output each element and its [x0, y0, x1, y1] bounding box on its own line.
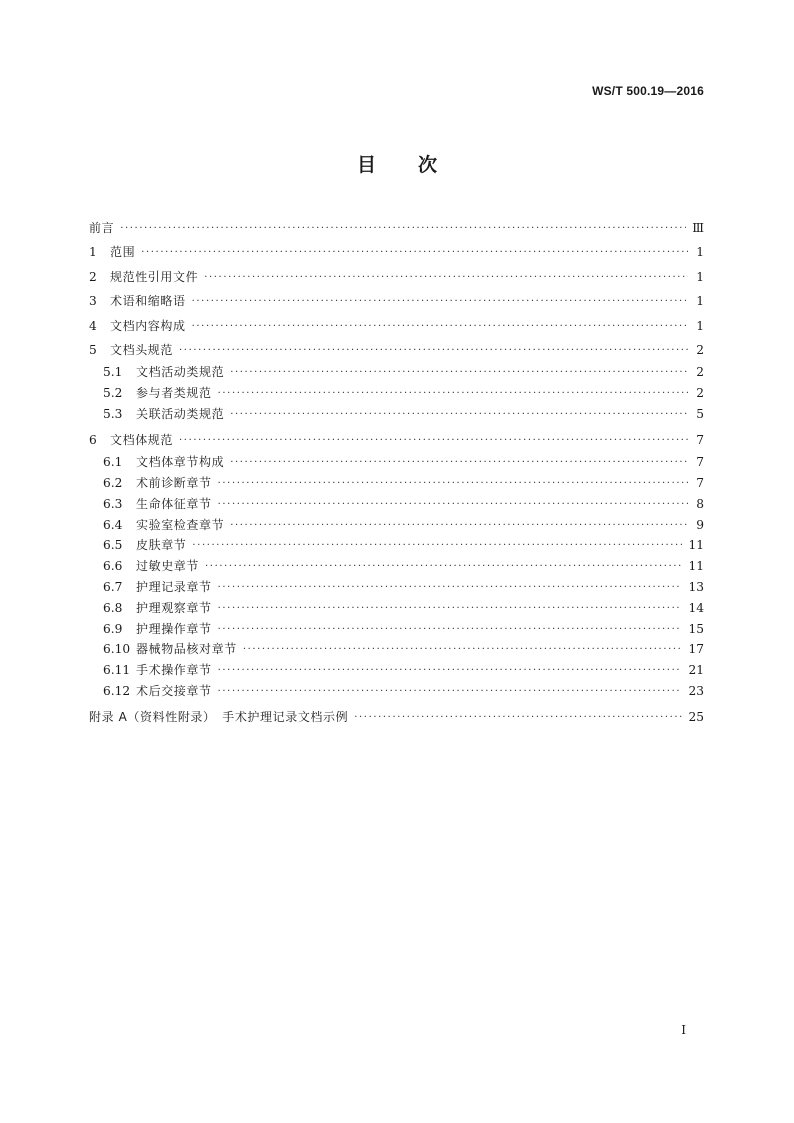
toc-entry[interactable]	[89, 362, 704, 383]
toc-entry[interactable]	[89, 494, 704, 515]
toc-leader-dots	[218, 599, 683, 620]
toc-entry-number: 6.1	[103, 455, 123, 470]
toc-entry-page: 11	[688, 538, 704, 553]
toc-leader-dots	[179, 339, 688, 363]
standard-number: WS/T 500.19—2016	[592, 84, 704, 98]
toc-entry-page: 11	[688, 559, 704, 574]
toc-leader-dots	[218, 661, 683, 682]
toc-leader-dots	[204, 266, 688, 290]
toc-entry-page: 25	[688, 709, 704, 724]
toc-entry-title: 关联活动类规范	[136, 406, 225, 421]
toc-entry[interactable]	[89, 383, 704, 404]
toc-entry[interactable]	[89, 240, 704, 264]
toc-entry-title: 文档活动类规范	[136, 365, 225, 380]
toc-entry-title: 过敏史章节	[136, 559, 200, 574]
toc-entry-title: 实验室检查章节	[136, 517, 225, 532]
toc-entry-title: 文档头规范	[110, 342, 174, 357]
toc-entry-page: 14	[688, 600, 704, 615]
toc-entry-title: 文档内容构成	[110, 318, 186, 333]
toc-entry-title: 器械物品核对章节	[136, 642, 237, 657]
toc-entry-title: 手术操作章节	[136, 663, 212, 678]
page-title: 目次	[356, 154, 479, 176]
toc-entry[interactable]	[89, 216, 704, 240]
toc-leader-dots	[230, 405, 688, 426]
toc-entry[interactable]	[89, 265, 704, 289]
toc-entry-page: 7	[696, 432, 704, 447]
toc-entry[interactable]	[89, 314, 704, 338]
toc-entry-page: 8	[696, 496, 704, 511]
toc-leader-dots	[141, 241, 688, 265]
toc-entry-number: 6.3	[103, 496, 123, 511]
toc-entry-number: 1	[89, 245, 97, 260]
toc-leader-dots	[243, 640, 683, 661]
toc-leader-dots	[205, 557, 682, 578]
toc-entry-title: 附录 A（资料性附录） 手术护理记录文档示例	[89, 709, 349, 724]
toc-leader-dots	[230, 453, 688, 474]
toc-entry-number: 3	[89, 294, 97, 309]
toc-leader-dots	[192, 315, 688, 339]
toc-entry-page: 15	[688, 621, 704, 636]
toc-entry-number: 6	[89, 432, 97, 447]
toc-entry-page: 17	[688, 642, 704, 657]
toc-leader-dots	[192, 290, 688, 314]
toc-entry[interactable]	[89, 577, 704, 598]
toc-entry[interactable]	[89, 639, 704, 660]
toc-entry-number: 6.4	[103, 517, 123, 532]
toc-entry-title: 术后交接章节	[136, 683, 212, 698]
toc-entry-title: 护理观察章节	[136, 600, 212, 615]
toc-leader-dots	[120, 217, 686, 241]
toc-entry[interactable]	[89, 535, 704, 556]
toc-entry[interactable]	[89, 404, 704, 425]
toc-entry[interactable]	[89, 705, 704, 729]
toc-entry[interactable]	[89, 619, 704, 640]
toc-leader-dots	[192, 536, 682, 557]
toc-entry-number: 6.12	[103, 683, 131, 698]
toc-entry[interactable]	[89, 598, 704, 619]
footer-page-number: I	[681, 1023, 686, 1037]
toc-entry[interactable]	[89, 452, 704, 473]
toc-entry-title: 文档体章节构成	[136, 455, 225, 470]
toc-entry-title: 术前诊断章节	[136, 475, 212, 490]
toc-leader-dots	[230, 516, 688, 537]
toc-entry-number: 6.2	[103, 475, 123, 490]
toc-leader-dots	[218, 682, 683, 703]
toc-leader-dots	[179, 429, 688, 453]
toc-entry-number: 5.3	[103, 406, 123, 421]
toc-entry-number: 6.5	[103, 538, 123, 553]
toc-entry[interactable]	[89, 473, 704, 494]
toc-entry-page: 23	[688, 683, 704, 698]
toc-entry-number: 4	[89, 318, 97, 333]
toc-entry-page: Ⅲ	[692, 221, 704, 235]
toc-entry[interactable]	[89, 660, 704, 681]
toc-entry[interactable]	[89, 515, 704, 536]
toc-entry-number: 5	[89, 342, 97, 357]
toc-entry-number: 5.2	[103, 386, 123, 401]
toc-entry-page: 1	[696, 318, 704, 333]
toc-entry[interactable]	[89, 428, 704, 452]
toc-entry-page: 13	[688, 579, 704, 594]
toc-entry-title: 术语和缩略语	[110, 294, 186, 309]
toc-entry-page: 2	[696, 386, 704, 401]
toc-leader-dots	[218, 474, 688, 495]
toc-entry-number: 6.6	[103, 559, 123, 574]
toc-entry-title: 皮肤章节	[136, 538, 187, 553]
toc-entry-title: 前言	[89, 221, 115, 235]
toc-leader-dots	[354, 706, 682, 730]
toc-entry-page: 2	[696, 365, 704, 380]
toc-leader-dots	[218, 495, 688, 516]
toc-entry-title: 护理记录章节	[136, 579, 212, 594]
toc-entry-number: 6.9	[103, 621, 123, 636]
toc-entry[interactable]	[89, 681, 704, 702]
toc-entry-page: 7	[696, 455, 704, 470]
toc-leader-dots	[218, 620, 683, 641]
toc-entry-number: 5.1	[103, 365, 123, 380]
toc-entry-page: 5	[696, 406, 704, 421]
toc-entry[interactable]	[89, 289, 704, 313]
toc-entry-number: 6.11	[103, 663, 131, 678]
toc-entry-page: 2	[696, 342, 704, 357]
toc-leader-dots	[218, 384, 688, 405]
toc-entry[interactable]	[89, 556, 704, 577]
toc-entry-number: 2	[89, 269, 97, 284]
toc-leader-dots	[218, 578, 683, 599]
toc-entry-page: 7	[696, 475, 704, 490]
toc-entry-title: 参与者类规范	[136, 386, 212, 401]
toc-entry-title: 护理操作章节	[136, 621, 212, 636]
toc-entry-page: 9	[696, 517, 704, 532]
toc-leader-dots	[230, 363, 688, 384]
toc-entry-title: 生命体征章节	[136, 496, 212, 511]
toc-entry-page: 1	[696, 269, 704, 284]
toc-entry-title: 文档体规范	[110, 432, 174, 447]
toc-entry-number: 6.7	[103, 579, 123, 594]
toc-entry-page: 21	[688, 663, 704, 678]
toc-entry-number: 6.10	[103, 642, 131, 657]
toc-entry-number: 6.8	[103, 600, 123, 615]
toc-entry-title: 规范性引用文件	[110, 269, 199, 284]
table-of-contents	[89, 216, 704, 729]
toc-entry-page: 1	[696, 245, 704, 260]
toc-entry[interactable]	[89, 338, 704, 362]
toc-entry-title: 范围	[110, 245, 136, 260]
toc-entry-page: 1	[696, 294, 704, 309]
